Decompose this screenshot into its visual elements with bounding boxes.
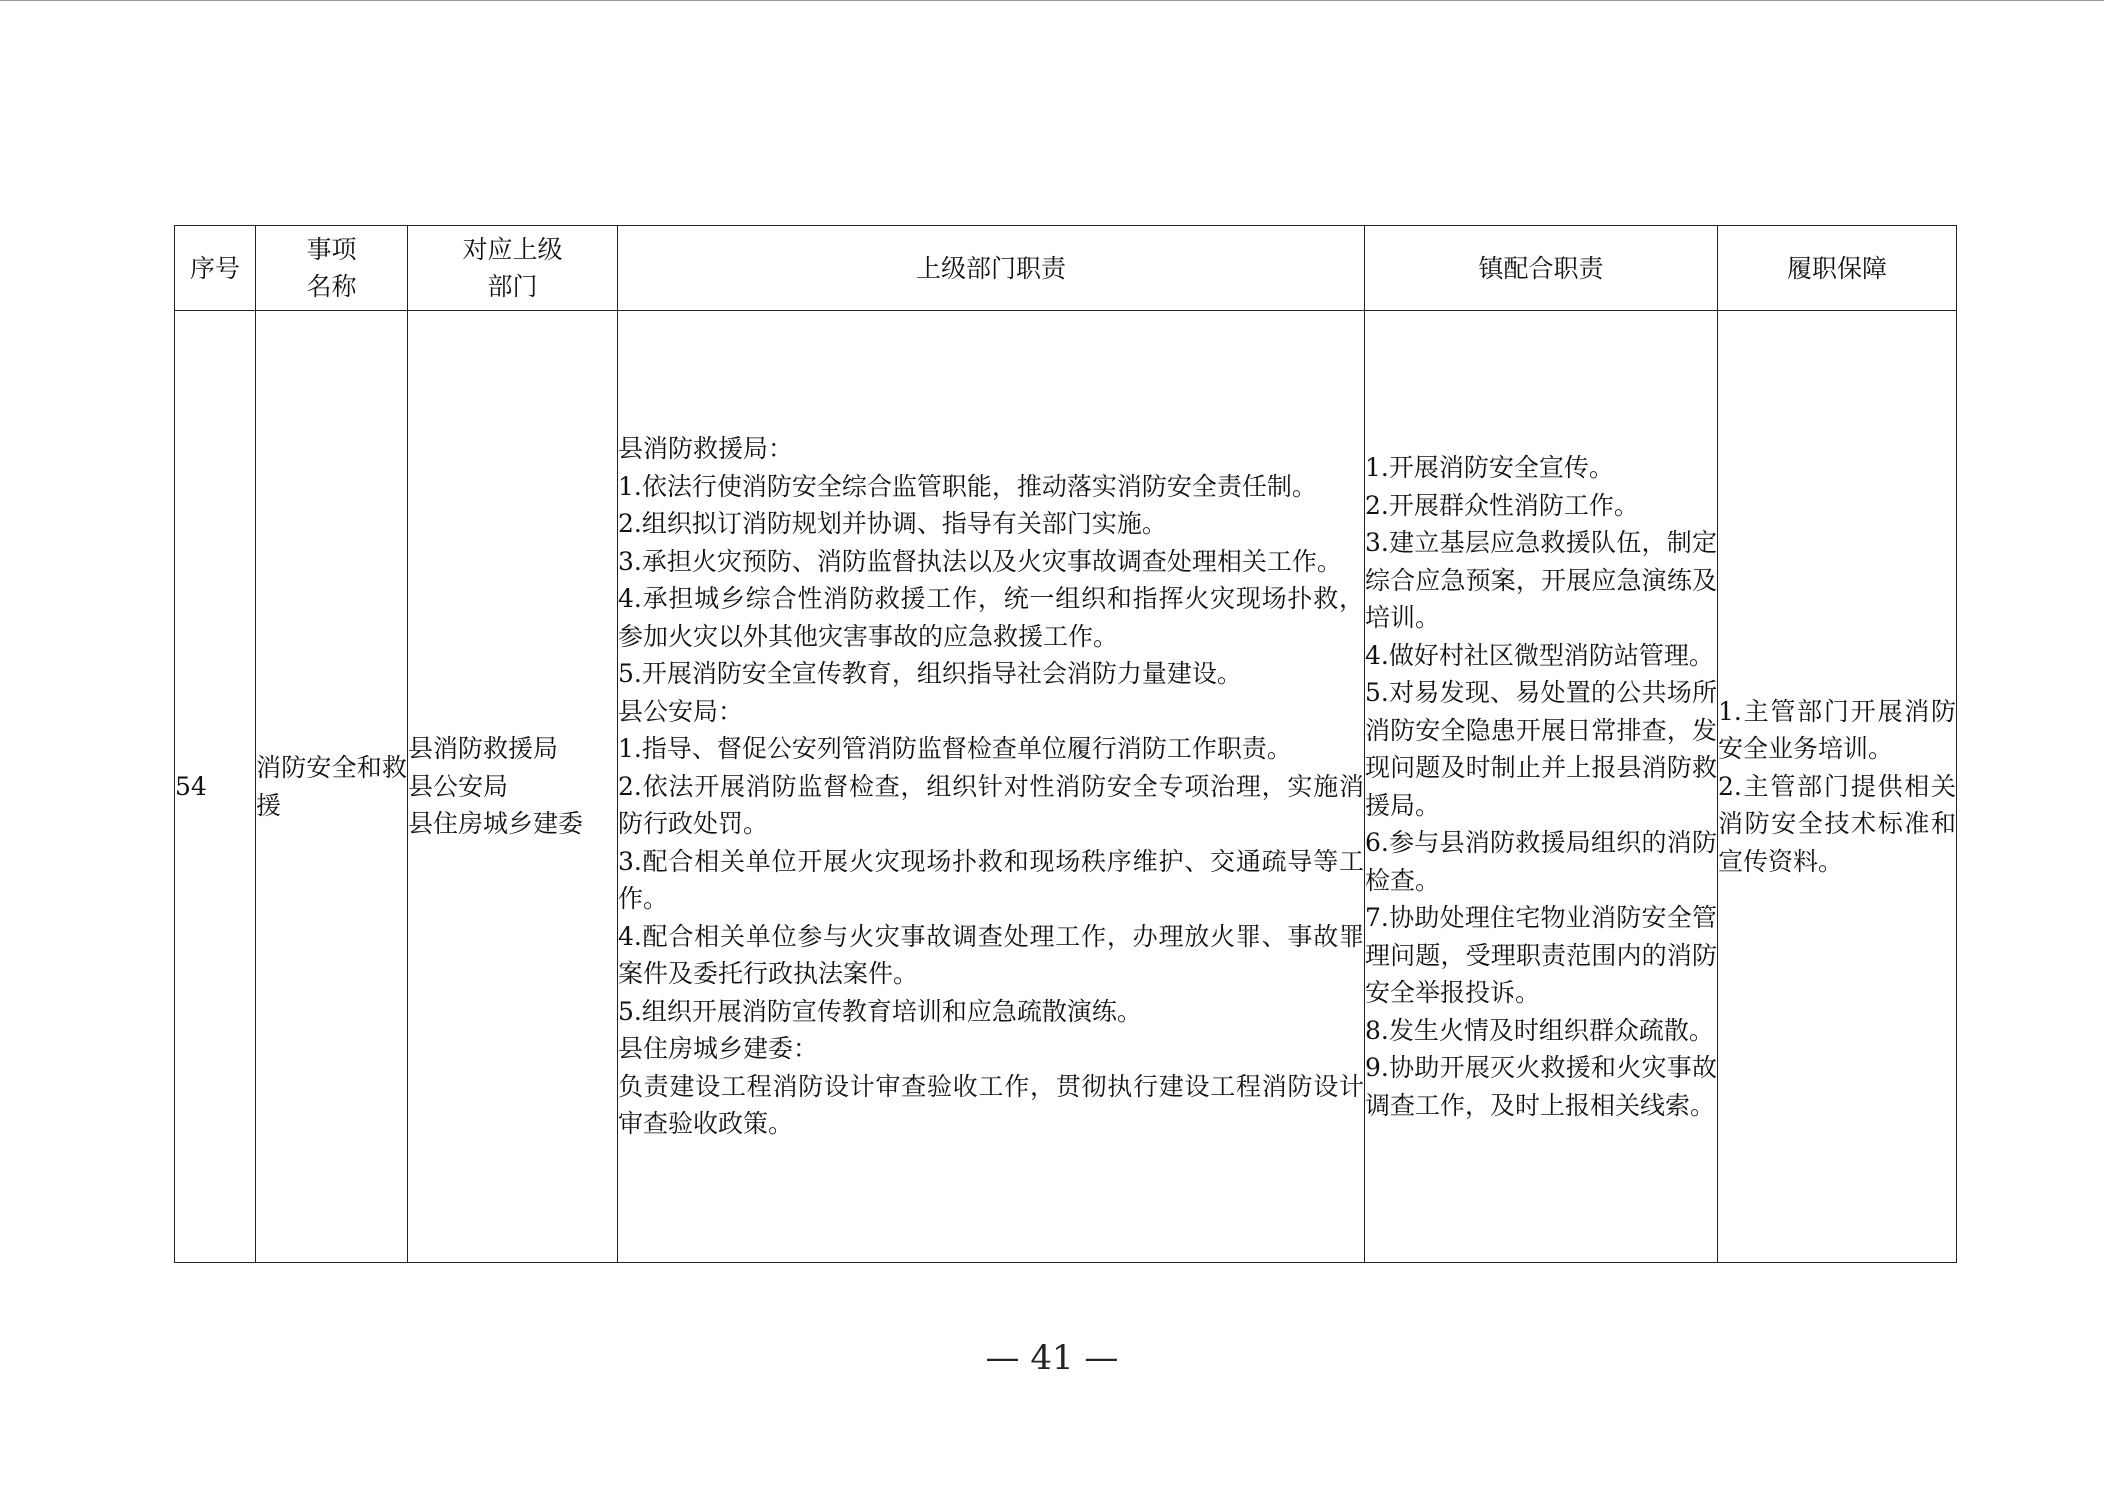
duty-line: 8.发生火情及时组织群众疏散。	[1365, 1015, 1714, 1045]
duty-line: 4.承担城乡综合性消防救援工作，统一组织和指挥火灾现场扑救，参加火灾以外其他灾害事故的应急救援工作。	[618, 584, 1364, 651]
duty-line: 4.做好村社区微型消防站管理。	[1365, 640, 1714, 670]
header-superior-duties: 上级部门职责	[618, 226, 1365, 311]
duty-line: 9.协助开展灭火救援和火灾事故调查工作，及时上报相关线索。	[1365, 1053, 1717, 1120]
department-line: 县公安局	[408, 771, 509, 801]
table-row	[175, 311, 1957, 1263]
header-row	[175, 226, 1957, 311]
duty-line: 3.承担火灾预防、消防监督执法以及火灾事故调查处理相关工作。	[618, 546, 1342, 576]
duty-line: 县消防救援局：	[618, 434, 794, 464]
department-line: 县消防救援局	[408, 734, 559, 764]
row-item-name: 消防安全和救援	[256, 311, 408, 1263]
duty-line: 县公安局：	[618, 696, 744, 726]
header-department: 对应上级 部门	[408, 226, 618, 311]
duty-line: 3.建立基层应急救援队伍，制定综合应急预案，开展应急演练及培训。	[1365, 528, 1717, 632]
row-guarantees	[1718, 311, 1957, 1263]
guarantee-line: 1.主管部门开展消防安全业务培训。	[1718, 696, 1956, 764]
duty-line: 5.对易发现、易处置的公共场所消防安全隐患开展日常排查，发现问题及时制止并上报县消防救援局。	[1365, 678, 1717, 820]
header-town-duties: 镇配合职责	[1365, 226, 1718, 311]
duty-line: 5.组织开展消防宣传教育培训和应急疏散演练。	[618, 996, 1142, 1026]
department-line: 县住房城乡建委	[408, 809, 584, 839]
duty-line: 1.依法行使消防安全综合监管职能，推动落实消防安全责任制。	[618, 471, 1317, 501]
row-departments	[408, 311, 618, 1263]
duty-line: 1.指导、督促公安列管消防监督检查单位履行消防工作职责。	[618, 734, 1292, 764]
row-index: 54	[175, 311, 256, 1263]
page-number: — 41 —	[985, 1338, 1119, 1378]
duty-line: 县住房城乡建委：	[618, 1034, 819, 1064]
header-index: 序号	[175, 226, 256, 311]
duty-line: 1.开展消防安全宣传。	[1365, 453, 1614, 482]
duty-line: 4.配合相关单位参与火灾事故调查处理工作，办理放火罪、事故罪案件及委托行政执法案件。	[618, 921, 1364, 989]
duty-line: 7.协助处理住宅物业消防安全管理问题，受理职责范围内的消防安全举报投诉。	[1365, 903, 1717, 1007]
duty-line: 5.开展消防安全宣传教育，组织指导社会消防力量建设。	[618, 659, 1242, 689]
guarantee-line: 2.主管部门提供相关消防安全技术标准和宣传资料。	[1718, 771, 1956, 876]
top-rule	[0, 0, 2104, 1]
duty-line: 2.依法开展消防监督检查，组织针对性消防安全专项治理，实施消防行政处罚。	[618, 771, 1364, 839]
row-superior-duties	[618, 311, 1365, 1263]
duty-line: 负责建设工程消防设计审查验收工作，贯彻执行建设工程消防设计审查验收政策。	[618, 1071, 1364, 1139]
duty-line: 3.配合相关单位开展火灾现场扑救和现场秩序维护、交通疏导等工作。	[618, 846, 1364, 914]
row-town-duties	[1365, 311, 1718, 1263]
duty-line: 6.参与县消防救援局组织的消防检查。	[1365, 828, 1717, 895]
duty-table	[174, 225, 1957, 1263]
duty-line: 2.开展群众性消防工作。	[1365, 490, 1639, 520]
header-item-name: 事项 名称	[256, 226, 408, 311]
header-guarantee: 履职保障	[1718, 226, 1957, 311]
duty-line: 2.组织拟订消防规划并协调、指导有关部门实施。	[618, 509, 1167, 539]
